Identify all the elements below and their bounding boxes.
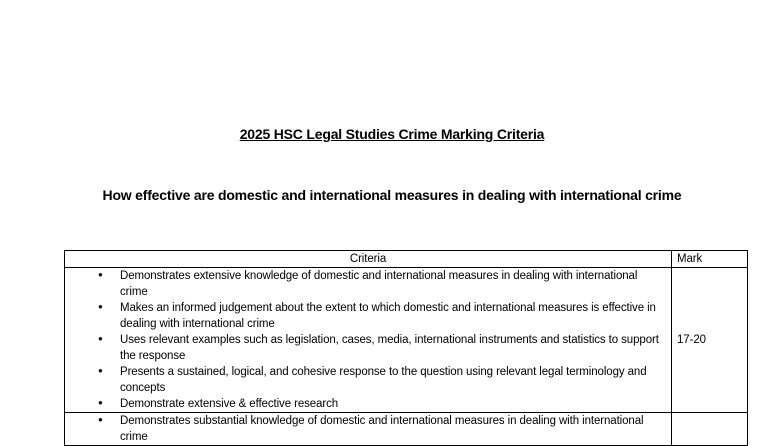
criteria-item: ● Makes an informed judgement about the extent to which domestic and international measures is effective in dealing with international crime [120,300,666,332]
criteria-list [70,268,666,412]
table-row [65,268,748,413]
criteria-column-header: Criteria [65,251,672,268]
criteria-item: ● Demonstrate extensive & effective research [120,396,666,412]
criteria-list [70,413,666,445]
mark-column-header: Mark [672,251,748,268]
marking-criteria-table [64,250,748,446]
criteria-item: ● Demonstrates extensive knowledge of domestic and international measures in dealing with international crime [120,268,666,300]
criteria-item: ● Presents a sustained, logical, and cohesive response to the question using relevant legal terminology and concepts [120,364,666,396]
question-text: How effective are domestic and international measures in dealing with international crime [102,187,682,203]
mark-cell: 17-20 [672,268,748,413]
criteria-cell [65,268,672,413]
table-header-row [65,251,748,268]
criteria-item: ● Uses relevant examples such as legislation, cases, media, international instruments and statistics to support the response [120,332,666,364]
criteria-item: ● Demonstrates substantial knowledge of domestic and international measures in dealing with international crime [120,413,666,445]
document-title: 2025 HSC Legal Studies Crime Marking Criteria [239,126,545,142]
